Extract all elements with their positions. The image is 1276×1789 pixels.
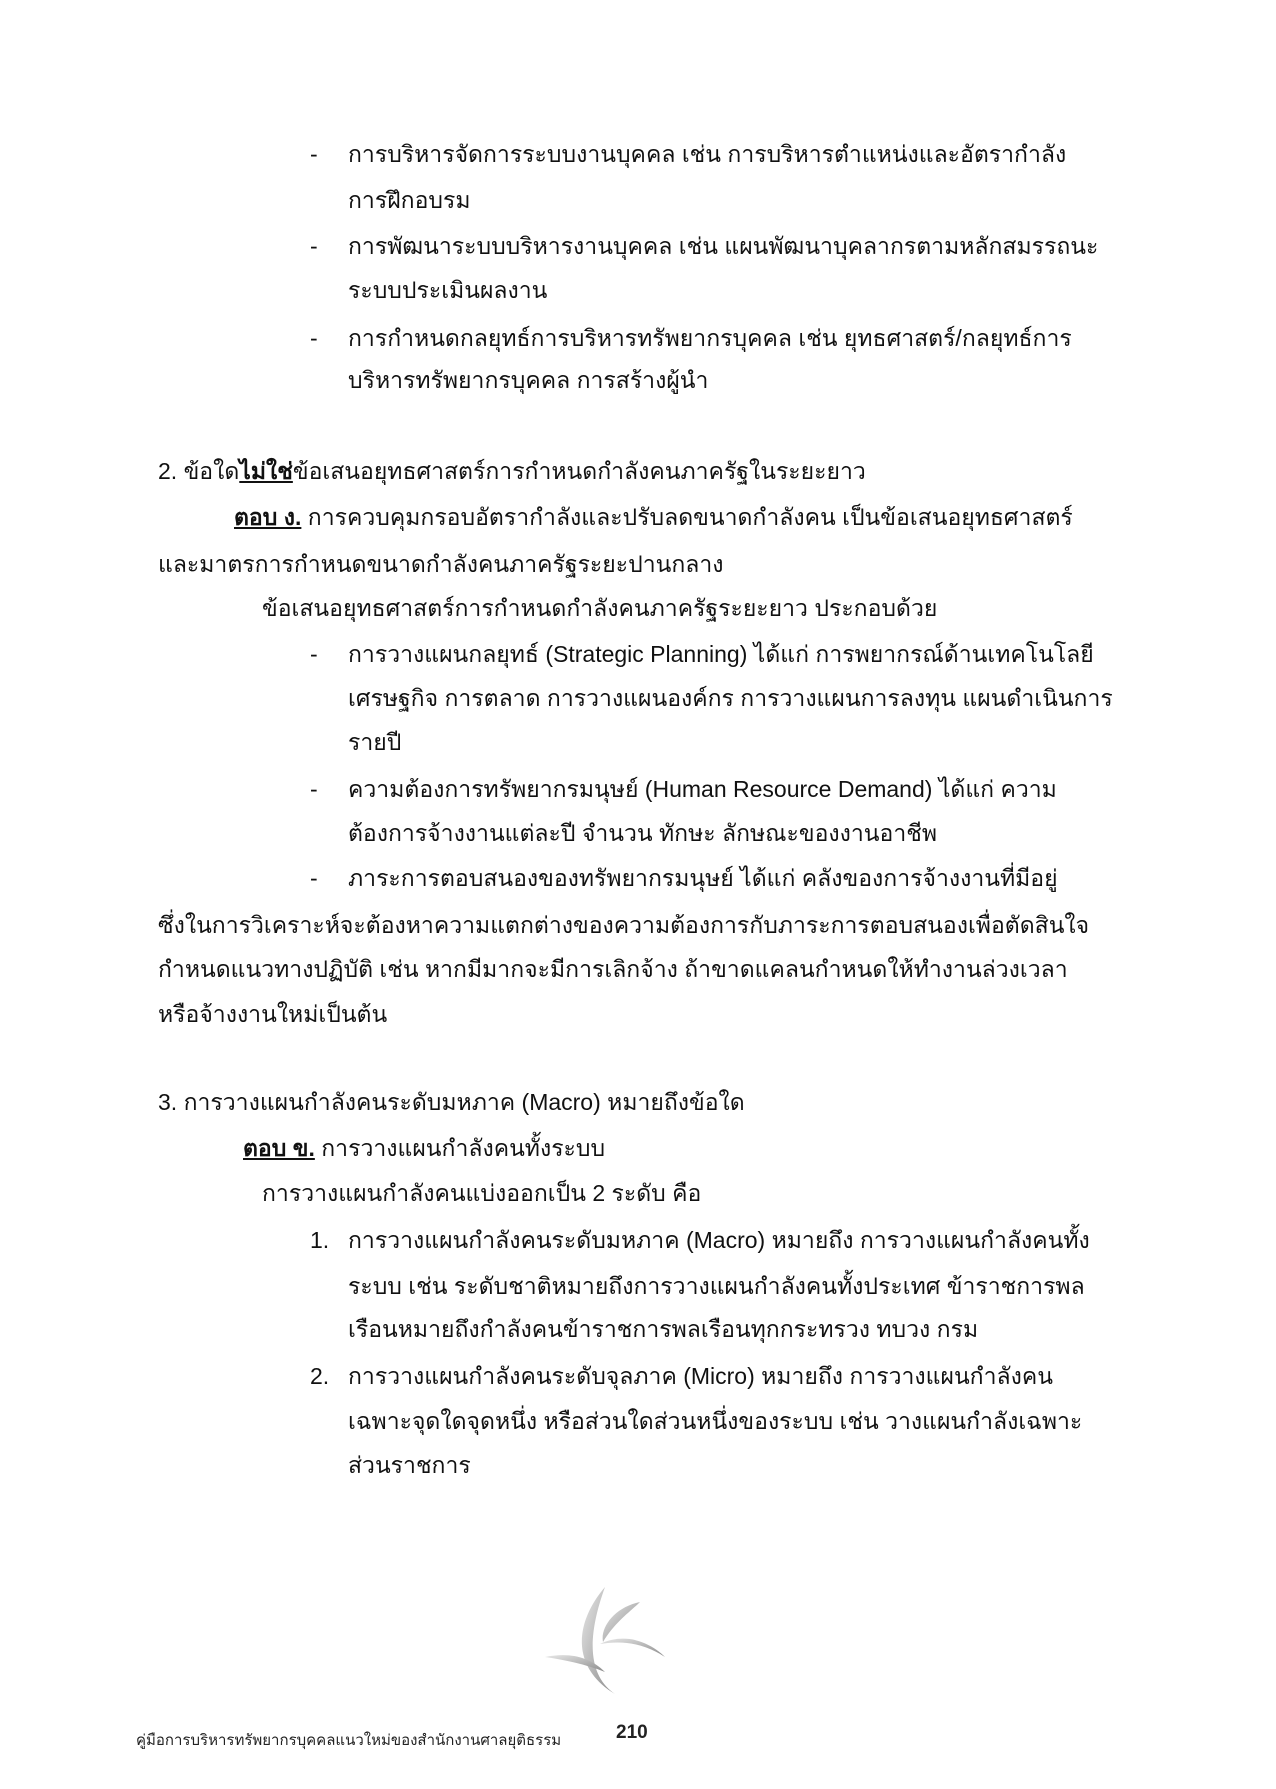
bullet-text: ต้องการจ้างงานแต่ละปี จำนวน ทักษะ ลักษณะของงานอาชีพ — [348, 820, 938, 846]
bullet-text: ระบบประเมินผลงาน — [348, 277, 548, 303]
bullet-dash: - — [310, 776, 318, 802]
question-prefix: 2. ข้อใด — [158, 458, 240, 484]
answer-2 — [234, 502, 1073, 532]
paragraph-line: กำหนดแนวทางปฏิบัติ เช่น หากมีมากจะมีการเลิกจ้าง ถ้าขาดแคลนกำหนดให้ทำงานล่วงเวลา — [158, 956, 1068, 982]
bullet-text: การพัฒนาระบบบริหารงานบุคคล เช่น แผนพัฒนาบุคลากรตามหลักสมรรถนะ — [348, 233, 1099, 259]
bullet-dash: - — [310, 141, 318, 167]
bullet-text: การกำหนดกลยุทธ์การบริหารทรัพยากรบุคคล เช่น ยุทธศาสตร์/กลยุทธ์การ — [348, 325, 1072, 351]
bullet-text: รายปี — [348, 729, 402, 755]
bullet-dash: - — [310, 641, 318, 667]
bullet-text: การบริหารจัดการระบบงานบุคคล เช่น การบริหารตำแหน่งและอัตรากำลัง — [348, 141, 1067, 167]
bullet-text: บริหารทรัพยากรบุคคล การสร้างผู้นำ — [348, 367, 709, 393]
question-suffix: ข้อเสนอยุทธศาสตร์การกำหนดกำลังคนภาครัฐในระยะยาว — [292, 458, 866, 484]
bullet-text: การฝึกอบรม — [348, 187, 471, 213]
bullet-text: ความต้องการทรัพยากรมนุษย์ (Human Resource Demand) ได้แก่ ความ — [348, 776, 1057, 802]
answer-label: ตอบ ข. — [243, 1135, 315, 1161]
bullet-text: เศรษฐกิจ การตลาด การวางแผนองค์กร การวางแผนการลงทุน แผนดำเนินการ — [348, 685, 1113, 711]
footer-title: คู่มือการบริหารทรัพยากรบุคคลแนวใหม่ของสำนักงานศาลยุติธรรม — [136, 1733, 562, 1749]
bullet-text: การวางแผนกลยุทธ์ (Strategic Planning) ได้แก่ การพยากรณ์ด้านเทคโนโลยี — [348, 641, 1094, 667]
answer-text: การควบคุมกรอบอัตรากำลังและปรับลดขนาดกำลังคน เป็นข้อเสนอยุทธศาสตร์ — [301, 504, 1073, 530]
bullet-dash: - — [310, 233, 318, 259]
answer-3 — [243, 1133, 605, 1163]
page-number: 210 — [616, 1722, 648, 1743]
question-3: 3. การวางแผนกำลังคนระดับมหภาค (Macro) หมายถึงข้อใด — [158, 1089, 745, 1115]
paragraph-line: ซึ่งในการวิเคราะห์จะต้องหาความแตกต่างของความต้องการกับภาระการตอบสนองเพื่อตัดสินใจ — [158, 912, 1090, 938]
intro-text: ข้อเสนอยุทธศาสตร์การกำหนดกำลังคนภาครัฐระยะยาว ประกอบด้วย — [262, 595, 938, 621]
item-text: การวางแผนกำลังคนระดับมหภาค (Macro) หมายถึง การวางแผนกำลังคนทั้ง — [348, 1227, 1090, 1253]
bullet-dash: - — [310, 325, 318, 351]
item-text: ส่วนราชการ — [348, 1452, 471, 1478]
bullet-dash: - — [310, 865, 318, 891]
item-text: เฉพาะจุดใดจุดหนึ่ง หรือส่วนใดส่วนหนึ่งของระบบ เช่น วางแผนกำลังเฉพาะ — [348, 1408, 1083, 1434]
item-text: การวางแผนกำลังคนระดับจุลภาค (Micro) หมายถึง การวางแผนกำลังคน — [348, 1363, 1053, 1389]
item-number: 2. — [310, 1363, 330, 1389]
item-number: 1. — [310, 1227, 330, 1253]
paragraph-line: หรือจ้างงานใหม่เป็นต้น — [158, 1001, 388, 1027]
question-emphasis: ไม่ใช่ — [239, 458, 293, 484]
bullet-text: ภาระการตอบสนองของทรัพยากรมนุษย์ ได้แก่ คลังของการจ้างงานที่มีอยู่ — [348, 865, 1058, 891]
answer-continuation: และมาตรการกำหนดขนาดกำลังคนภาครัฐระยะปานกลาง — [158, 551, 724, 577]
intro-text: การวางแผนกำลังคนแบ่งออกเป็น 2 ระดับ คือ — [262, 1180, 702, 1206]
item-text: ระบบ เช่น ระดับชาติหมายถึงการวางแผนกำลังคนทั้งประเทศ ข้าราชการพล — [348, 1273, 1085, 1299]
answer-label: ตอบ ง. — [234, 504, 302, 530]
logo-swirl-icon — [545, 1582, 705, 1702]
item-text: เรือนหมายถึงกำลังคนข้าราชการพลเรือนทุกกระทรวง ทบวง กรม — [348, 1316, 979, 1342]
question-2 — [158, 456, 866, 486]
answer-text: การวางแผนกำลังคนทั้งระบบ — [314, 1135, 606, 1161]
